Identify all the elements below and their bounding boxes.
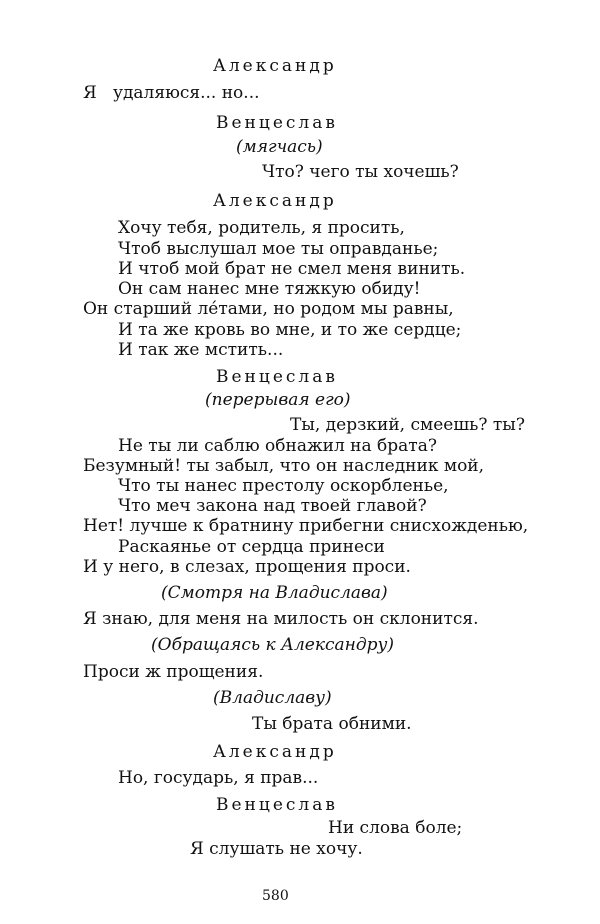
speaker-ventseslav: Венцеслав	[216, 367, 338, 387]
verse-line: Раскаянье от сердца принеси	[118, 537, 385, 557]
stage-direction: (Смотря на Владислава)	[161, 583, 388, 603]
speaker-ventseslav: Венцеслав	[216, 113, 338, 133]
page-number: 580	[262, 888, 289, 904]
verse-line: Безумный! ты забыл, что он наследник мой,	[83, 456, 485, 476]
stage-direction: (перерывая его)	[205, 390, 351, 410]
speaker-aleksandr: Александр	[213, 191, 337, 211]
verse-line: И так же мстить...	[118, 340, 284, 360]
verse-line: Он сам нанес мне тяжкую обиду!	[118, 279, 421, 299]
stage-direction: (мягчась)	[236, 137, 323, 157]
verse-line: Проси ж прощения.	[83, 662, 264, 682]
verse-line: Хочу тебя, родитель, я просить,	[118, 218, 405, 238]
verse-line: Ты брата обними.	[252, 714, 412, 734]
verse-line: Что ты нанес престолу оскорбленье,	[118, 476, 449, 496]
verse-line: Нет! лучше к братнину прибегни снисхожденью,	[83, 516, 529, 536]
verse-line: Я знаю, для меня на милость он склонится.	[83, 609, 479, 629]
verse-line: Он старший ле́тами, но родом мы равны,	[83, 299, 454, 319]
verse-line: Чтоб выслушал мое ты оправданье;	[118, 239, 439, 259]
verse-line: Не ты ли саблю обнажил на брата?	[118, 436, 437, 456]
verse-line: Я удаляюся... но...	[83, 83, 260, 103]
verse-line: И та же кровь во мне, и то же сердце;	[118, 320, 462, 340]
speaker-aleksandr: Александр	[213, 742, 337, 762]
speaker-ventseslav: Венцеслав	[216, 795, 338, 815]
stage-direction: (Обращаясь к Александру)	[151, 635, 395, 655]
verse-line: Что? чего ты хочешь?	[262, 162, 459, 182]
verse-line: Но, государь, я прав...	[118, 768, 319, 788]
verse-line: Ни слова боле;	[328, 818, 463, 838]
verse-line: И у него, в слезах, прощения проси.	[83, 557, 411, 577]
stage-direction: (Владиславу)	[213, 688, 332, 708]
speaker-aleksandr: Александр	[213, 56, 337, 76]
verse-line: Что меч закона над твоей главой?	[118, 496, 427, 516]
verse-line: И чтоб мой брат не смел меня винить.	[118, 259, 466, 279]
verse-line: Ты, дерзкий, смеешь? ты?	[290, 415, 525, 435]
verse-line: Я слушать не хочу.	[190, 839, 363, 859]
